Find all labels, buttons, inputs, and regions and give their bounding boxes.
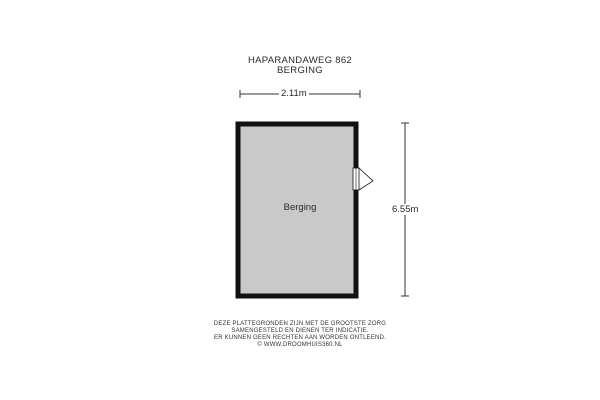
copyright-line: © WWW.DROOMHUIS360.NL [257, 342, 343, 348]
door-symbol [353, 168, 373, 190]
address-title: HAPARANDAWEG 862 [247, 55, 353, 66]
floor-title: BERGING [277, 65, 323, 76]
disclaimer-line: SAMENGESTELD EN DIENEN TER INDICATIE. [231, 328, 369, 334]
height-dimension-label: 6.55m [392, 204, 419, 215]
disclaimer-line: DEZE PLATTEGRONDEN ZIJN MET DE GROOTSTE ZORG [213, 321, 387, 327]
room-label: Berging [283, 202, 317, 213]
width-dimension-label: 2.11m [281, 88, 307, 99]
disclaimer-line: ER KUNNEN GEEN RECHTEN AAN WORDEN ONTLEEND. [214, 335, 386, 341]
